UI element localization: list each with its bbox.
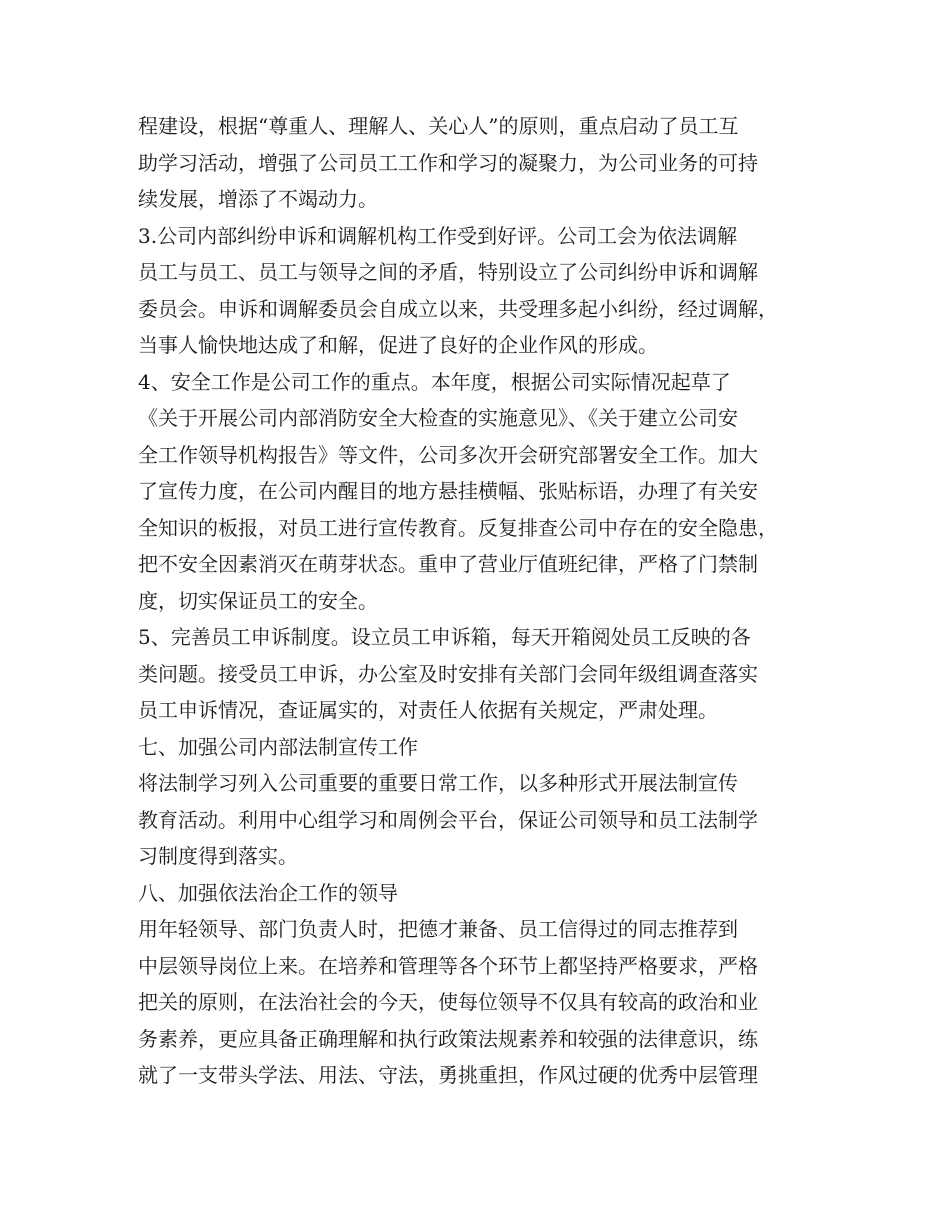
text-line: 习制度得到落实。 — [138, 844, 298, 868]
text-line: 4、安全工作是公司工作的重点。本年度，根据公司实际情况起草了 — [138, 369, 731, 394]
text-line: 员工与员工、员工与领导之间的矛盾，特别设立了公司纠纷申诉和调解 — [138, 260, 758, 284]
text-line: 续发展，增添了不竭动力。 — [138, 187, 378, 211]
text-line: 把不安全因素消灭在萌芽状态。重申了营业厅值班纪律，严格了门禁制 — [138, 552, 758, 576]
text-line: 委员会。申诉和调解委员会自成立以来，共受理多起小纠纷，经过调解， — [138, 296, 778, 321]
text-line: 《关于开展公司内部消防安全大检查的实施意见》、《关于建立公司安 — [138, 406, 738, 430]
text-line: 3.公司内部纠纷申诉和调解机构工作受到好评。公司工会为依法调解 — [138, 223, 738, 248]
text-line: 程建设，根据“尊重人、理解人、关心人”的原则，重点启动了员工互 — [138, 114, 739, 138]
text-line: 了宣传力度，在公司内醒目的地方悬挂横幅、张贴标语，办理了有关安 — [138, 479, 758, 503]
text-line: 务素养，更应具备正确理解和执行政策法规素养和较强的法律意识，练 — [138, 1026, 758, 1051]
text-line: 5、完善员工申诉制度。设立员工申诉箱，每天开箱阅处员工反映的各 — [138, 625, 751, 649]
text-line: 助学习活动，增强了公司员工工作和学习的凝聚力，为公司业务的可持 — [138, 150, 758, 175]
text-line: 全知识的板报，对员工进行宣传教育。反复排查公司中存在的安全隐患， — [138, 515, 778, 540]
text-line: 员工申诉情况，查证属实的，对责任人依据有关规定，严肃处理。 — [138, 698, 718, 722]
text-line: 类问题。接受员工申诉，办公室及时安排有关部门会同年级组调查落实 — [138, 661, 758, 686]
text-line: 将法制学习列入公司重要的重要日常工作，以多种形式开展法制宣传 — [138, 771, 738, 795]
text-line: 中层领导岗位上来。在培养和管理等各个环节上都坚持严格要求，严格 — [138, 953, 758, 978]
text-line: 全工作领导机构报告》等文件，公司多次开会研究部署安全工作。加大 — [138, 442, 758, 467]
section-heading: 八、加强依法治企工作的领导 — [138, 880, 398, 905]
document-body — [138, 108, 828, 1094]
section-heading: 七、加强公司内部法制宣传工作 — [138, 734, 418, 759]
text-line: 当事人愉快地达成了和解，促进了良好的企业作风的形成。 — [138, 333, 658, 357]
text-line: 就了一支带头学法、用法、守法，勇挑重担，作风过硬的优秀中层管理 — [138, 1063, 758, 1087]
text-line: 教育活动。利用中心组学习和周例会平台，保证公司领导和员工法制学 — [138, 807, 758, 832]
text-line: 用年轻领导、部门负责人时，把德才兼备、员工信得过的同志推荐到 — [138, 917, 738, 941]
text-line: 度，切实保证员工的安全。 — [138, 588, 378, 613]
text-line: 把关的原则，在法治社会的今天，使每位领导不仅具有较高的政治和业 — [138, 990, 758, 1014]
